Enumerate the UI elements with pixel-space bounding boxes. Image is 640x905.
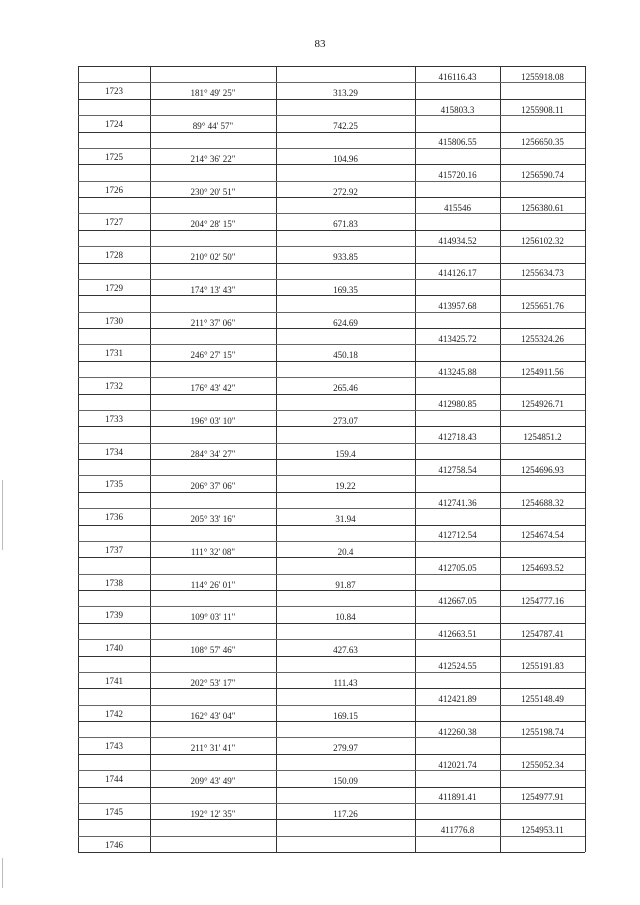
- direction-angle: 246° 27' 15": [190, 350, 236, 361]
- point-number: 1729: [105, 282, 123, 293]
- segment-length: 91.87: [335, 579, 356, 590]
- x-coordinate: 412980.85: [438, 399, 477, 410]
- segment-length: 111.43: [333, 677, 358, 688]
- row-divider: [78, 181, 585, 182]
- x-coordinate: 412021.74: [438, 759, 477, 770]
- row-rule: [78, 66, 585, 67]
- column-rule: [585, 66, 586, 852]
- scan-artifact: [2, 858, 3, 888]
- point-number: 1745: [105, 806, 123, 817]
- coordinates-table: [78, 66, 585, 852]
- row-divider: [78, 344, 585, 345]
- row-rule: [78, 787, 585, 788]
- row-divider: [78, 148, 585, 149]
- segment-length: 159.4: [335, 448, 356, 459]
- row-rule: [78, 230, 585, 231]
- point-number: 1736: [105, 512, 123, 523]
- y-coordinate: 1254688.32: [521, 497, 564, 508]
- direction-angle: 209° 43' 49": [190, 776, 236, 787]
- segment-length: 169.35: [333, 284, 358, 295]
- row-rule: [78, 525, 585, 526]
- x-coordinate: 412758.54: [438, 464, 477, 475]
- row-divider: [78, 639, 585, 640]
- row-rule: [78, 819, 585, 820]
- point-number: 1741: [105, 675, 123, 686]
- x-coordinate: 415803.3: [440, 104, 475, 115]
- x-coordinate: 413425.72: [438, 333, 477, 344]
- y-coordinate: 1255148.49: [521, 694, 564, 705]
- row-rule: [78, 492, 585, 493]
- page-number: 83: [314, 38, 326, 50]
- x-coordinate: 416116.43: [438, 71, 477, 82]
- segment-length: 117.26: [333, 808, 358, 819]
- y-coordinate: 1254926.71: [521, 399, 564, 410]
- segment-length: 272.92: [333, 186, 358, 197]
- row-divider: [78, 213, 585, 214]
- segment-length: 10.84: [335, 612, 356, 623]
- y-coordinate: 1255191.83: [521, 661, 564, 672]
- row-divider: [78, 836, 585, 837]
- x-coordinate: 412524.55: [438, 661, 477, 672]
- point-number: 1730: [105, 315, 123, 326]
- row-rule: [78, 164, 585, 165]
- row-rule: [78, 132, 585, 133]
- y-coordinate: 1255052.34: [521, 759, 564, 770]
- row-rule: [78, 263, 585, 264]
- segment-length: 624.69: [333, 317, 358, 328]
- segment-length: 169.15: [333, 710, 358, 721]
- x-coordinate: 412705.05: [438, 563, 477, 574]
- row-divider: [78, 82, 585, 83]
- direction-angle: 204° 28' 15": [190, 219, 236, 230]
- row-divider: [78, 475, 585, 476]
- segment-length: 150.09: [333, 776, 358, 787]
- y-coordinate: 1256102.32: [521, 235, 564, 246]
- y-coordinate: 1255908.11: [521, 104, 564, 115]
- point-number: 1740: [105, 643, 123, 654]
- row-divider: [78, 312, 585, 313]
- row-rule: [78, 852, 585, 853]
- y-coordinate: 1255651.76: [521, 301, 564, 312]
- segment-length: 671.83: [333, 219, 358, 230]
- row-rule: [78, 688, 585, 689]
- row-divider: [78, 115, 585, 116]
- y-coordinate: 1254851.2: [523, 432, 562, 443]
- direction-angle: 181° 49' 25": [190, 88, 236, 99]
- direction-angle: 284° 34' 27": [190, 448, 236, 459]
- direction-angle: 109° 03' 11": [190, 612, 236, 623]
- x-coordinate: 412260.38: [438, 726, 477, 737]
- row-divider: [78, 672, 585, 673]
- scan-artifact: [2, 480, 3, 550]
- row-divider: [78, 443, 585, 444]
- direction-angle: 162° 43' 04": [190, 710, 236, 721]
- x-coordinate: 412667.05: [438, 595, 477, 606]
- x-coordinate: 414126.17: [438, 268, 477, 279]
- x-coordinate: 415806.55: [438, 137, 477, 148]
- segment-length: 742.25: [333, 121, 358, 132]
- row-divider: [78, 770, 585, 771]
- segment-length: 279.97: [333, 743, 358, 754]
- row-rule: [78, 328, 585, 329]
- y-coordinate: 1254777.16: [521, 595, 564, 606]
- row-rule: [78, 656, 585, 657]
- point-number: 1723: [105, 86, 123, 97]
- point-number: 1724: [105, 119, 123, 130]
- segment-length: 104.96: [333, 153, 358, 164]
- point-number: 1735: [105, 479, 123, 490]
- row-rule: [78, 590, 585, 591]
- direction-angle: 214° 36' 22": [190, 153, 236, 164]
- segment-length: 273.07: [333, 415, 358, 426]
- x-coordinate: 413245.88: [438, 366, 477, 377]
- row-divider: [78, 246, 585, 247]
- point-number: 1731: [105, 348, 123, 359]
- row-rule: [78, 557, 585, 558]
- row-divider: [78, 803, 585, 804]
- y-coordinate: 1256590.74: [521, 170, 564, 181]
- segment-length: 450.18: [333, 350, 358, 361]
- y-coordinate: 1255198.74: [521, 726, 564, 737]
- segment-length: 20.4: [337, 546, 354, 557]
- segment-length: 265.46: [333, 383, 358, 394]
- x-coordinate: 412718.43: [438, 432, 477, 443]
- point-number: 1733: [105, 413, 123, 424]
- direction-angle: 176° 43' 42": [190, 383, 236, 394]
- y-coordinate: 1254787.41: [521, 628, 564, 639]
- segment-length: 31.94: [335, 514, 356, 525]
- y-coordinate: 1256380.61: [521, 202, 564, 213]
- x-coordinate: 412663.51: [438, 628, 477, 639]
- direction-angle: 108° 57' 46": [190, 645, 236, 656]
- row-rule: [78, 394, 585, 395]
- row-rule: [78, 459, 585, 460]
- point-number: 1726: [105, 184, 123, 195]
- row-divider: [78, 737, 585, 738]
- y-coordinate: 1255324.26: [521, 333, 564, 344]
- y-coordinate: 1256650.35: [521, 137, 564, 148]
- row-rule: [78, 197, 585, 198]
- segment-length: 933.85: [333, 252, 358, 263]
- x-coordinate: 413957.68: [438, 301, 477, 312]
- x-coordinate: 414934.52: [438, 235, 477, 246]
- direction-angle: 202° 53' 17": [190, 677, 236, 688]
- y-coordinate: 1255634.73: [521, 268, 564, 279]
- y-coordinate: 1254674.54: [521, 530, 564, 541]
- x-coordinate: 411891.41: [438, 792, 477, 803]
- point-number: 1738: [105, 577, 123, 588]
- row-divider: [78, 606, 585, 607]
- segment-length: 427.63: [333, 645, 358, 656]
- row-rule: [78, 426, 585, 427]
- row-divider: [78, 410, 585, 411]
- point-number: 1743: [105, 741, 123, 752]
- y-coordinate: 1254977.91: [521, 792, 564, 803]
- row-rule: [78, 295, 585, 296]
- point-number: 1742: [105, 708, 123, 719]
- y-coordinate: 1254953.11: [521, 825, 564, 836]
- row-divider: [78, 705, 585, 706]
- direction-angle: 196° 03' 10": [190, 415, 236, 426]
- direction-angle: 89° 44' 57": [192, 121, 234, 132]
- x-coordinate: 412712.54: [438, 530, 477, 541]
- y-coordinate: 1254911.56: [521, 366, 564, 377]
- x-coordinate: 412421.89: [438, 694, 477, 705]
- point-number: 1739: [105, 610, 123, 621]
- y-coordinate: 1254693.52: [521, 563, 564, 574]
- row-divider: [78, 377, 585, 378]
- row-divider: [78, 508, 585, 509]
- direction-angle: 206° 37' 06": [190, 481, 236, 492]
- direction-angle: 174° 13' 43": [190, 284, 236, 295]
- direction-angle: 205° 33' 16": [190, 514, 236, 525]
- row-rule: [78, 721, 585, 722]
- y-coordinate: 1254696.93: [521, 464, 564, 475]
- point-number: 1732: [105, 381, 123, 392]
- segment-length: 313.29: [333, 88, 358, 99]
- row-rule: [78, 99, 585, 100]
- direction-angle: 111° 32' 08": [190, 546, 236, 557]
- row-divider: [78, 541, 585, 542]
- direction-angle: 211° 37' 06": [190, 317, 236, 328]
- point-number: 1737: [105, 544, 123, 555]
- segment-length: 19.22: [335, 481, 356, 492]
- point-number: 1728: [105, 250, 123, 261]
- row-rule: [78, 754, 585, 755]
- y-coordinate: 1255918.08: [521, 71, 564, 82]
- row-rule: [78, 361, 585, 362]
- direction-angle: 210° 02' 50": [190, 252, 236, 263]
- point-number: 1734: [105, 446, 123, 457]
- point-number: 1725: [105, 151, 123, 162]
- point-number: 1727: [105, 217, 123, 228]
- row-divider: [78, 574, 585, 575]
- row-divider: [78, 279, 585, 280]
- direction-angle: 192° 12' 35": [190, 808, 236, 819]
- point-number: 1744: [105, 774, 123, 785]
- row-rule: [78, 623, 585, 624]
- x-coordinate: 415546: [444, 202, 471, 213]
- direction-angle: 211° 31' 41": [190, 743, 236, 754]
- x-coordinate: 415720.16: [438, 170, 477, 181]
- x-coordinate: 412741.36: [438, 497, 477, 508]
- point-number: 1746: [105, 839, 123, 850]
- direction-angle: 230° 20' 51": [190, 186, 236, 197]
- x-coordinate: 411776.8: [440, 825, 475, 836]
- direction-angle: 114° 26' 01": [190, 579, 236, 590]
